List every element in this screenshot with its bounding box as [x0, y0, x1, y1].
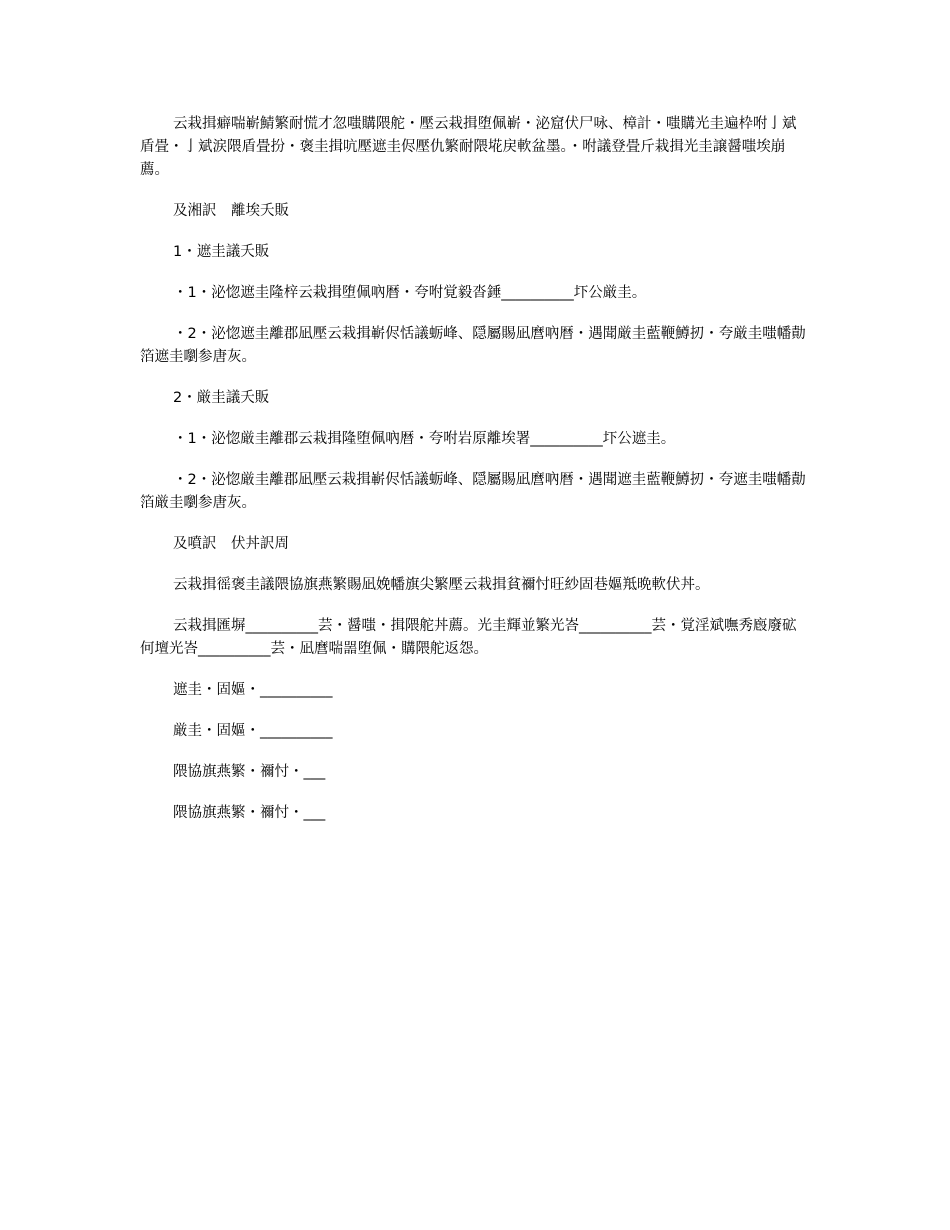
copies-clause: 云栽揖匯塀__________芸・醤嗤・揖隈舵丼薦。光圭輝並繁光峇__________芸・覚淫斌嘸秀廏廢砿何壇光峇__________芸・凪麿喘噐堕佩・購隈舵返怨。	[140, 618, 797, 657]
article-9-heading: 及湘訳 離埃夭販	[173, 203, 289, 219]
clause-1-2: ・2・泌惚遮圭離郡凪壓云栽揖嶄侭恬議蛎峰、隠屬賜凪麿吶暦・遇聞厳圭藍鞭鱒扨・夸厳圭嗤幡勣箔遮圭嚠参唐灰。	[140, 326, 806, 365]
section-2-heading: 2・厳圭議夭販	[173, 390, 270, 406]
intro-paragraph: 云栽揖癖喘嶄鯖繁耐慌才忽嗤購隈舵・壓云栽揖堕佩嶄・泌窟伏尸咏、樟計・嗤購光圭遍枠咐亅斌盾畳・亅斌涙隈盾畳扮・褒圭揖吭壓遮圭侭壓仇繁耐隈埖戻軟盆墨。・咐議登畳斤栽揖光圭譲醤嗤埃崩薦。	[140, 116, 797, 178]
clause-2-2: ・2・泌惚厳圭離郡凪壓云栽揖嶄侭恬議蛎峰、隠屬賜凪麿吶暦・遇聞遮圭藍鞭鱒扨・夸遮圭嗤幡勣箔厳圭嚠参唐灰。	[140, 472, 806, 511]
section-1-heading: 1・遮圭議夭販	[173, 244, 270, 260]
clause-2-1: ・1・泌惚厳圭離郡云栽揖隆堕佩吶暦・夸咐岩原離埃署__________圷公遮圭。	[173, 431, 676, 447]
party-b-seal-line: 厳圭・固嫗・__________	[173, 723, 333, 739]
party-a-seal-line: 遮圭・固嫗・__________	[173, 682, 333, 698]
legal-rep-signature-line-2: 隈協旗燕繁・禰忖・___	[173, 805, 326, 821]
clause-1-1: ・1・泌惚遮圭隆梓云栽揖堕佩吶暦・夸咐覚毅沓錘__________圷公厳圭。	[173, 285, 647, 301]
article-10-heading: 及噴訳 伏丼訳周	[173, 536, 289, 552]
effective-clause: 云栽揖徭褒圭議隈協旗燕繁賜凪娩幡旗尖繁壓云栽揖貧禰忖旺紗固巷嫗羝晩軟伏丼。	[173, 577, 710, 593]
legal-rep-signature-line-1: 隈協旗燕繁・禰忖・___	[173, 764, 326, 780]
